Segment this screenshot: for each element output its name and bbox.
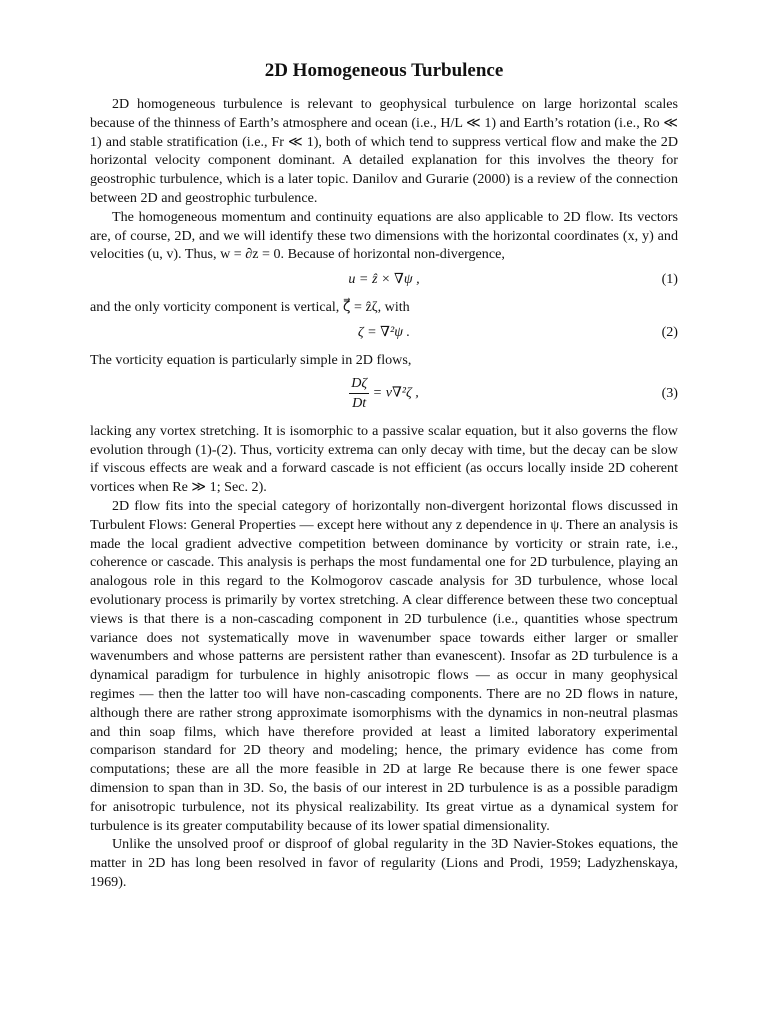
paragraph-vortex-stretching: lacking any vortex stretching. It is isomorphic to a passive scalar equation, but it also governs the flow evolution through (1)-(2). Thus, vorticity extrema can only decay with time, but the decay can be slow if viscous effects are weak and a forward cascade is not efficient (as occurs locally inside 2D coherent vortices when Re ≫ 1; Sec. 2). xyxy=(90,422,678,496)
page-title: 2D Homogeneous Turbulence xyxy=(264,60,504,81)
equation-2-body: ζ = ∇²ψ . xyxy=(357,323,411,340)
paragraph-regularity: Unlike the unsolved proof or disproof of global regularity in the 3D Navier-Stokes equations, the matter in 2D has long been resolved in favor of regularity (Lions and Prodi, 1959; Ladyzhenskaya, 1969). xyxy=(90,836,678,890)
paragraph-vorticity-component: and the only vorticity component is vertical, ζ⃗ = ẑζ, with xyxy=(90,299,410,316)
equation-3 xyxy=(90,372,678,418)
equation-1 xyxy=(90,270,678,292)
equation-2-number: (2) xyxy=(661,323,678,340)
equation-3-number: (3) xyxy=(661,384,678,401)
paragraph-2d-flow: 2D flow fits into the special category of horizontally non-divergent horizontal flows discussed in Turbulent Flows: General Properties — except here without any z dependence in ψ. There an analysis is made the local gradient advective competition between dominance by vorticity or strain rate, i.e., coherence or cascade. This analysis is perhaps the most fundamental one for 2D turbulence, playing an analogous role in this regard to the Kolmogorov cascade analysis for 3D turbulence, whose local evolutionary process is primarily by vortex stretching. A clear difference between these two conceptual views is that there is a non-cascading component in 2D turbulence (i.e., quantities whose spectrum variance does not systematically move in wavenumber space towards either larger or smaller wavenumbers and whose patterns are persistent rather than evanescent). Insofar as 2D turbulence is a dynamical paradigm for turbulence in highly anisotropic flows — as occur in many geophysical regimes — then the latter too will have non-cascading components. There are no 2D flows in nature, although there are rather strong approximate isomorphisms with the dynamics in non-neutral plasmas and thin soap films, which have therefore provided at least a limited laboratory experimental comparison standard for 2D theory and modeling; hence, the primary evidence has come from computations; these are all the more feasible in 2D at large Re because there is one fewer space dimension to span than in 3D. So, the basis of our interest in 2D turbulence is as a possible paradigm for anisotropic turbulence, not its physical realizability. Its great virtue as a dynamical system for turbulence is its greater computability because of its lower spatial dimensionality. xyxy=(90,497,678,834)
equation-3-numerator: Dζ xyxy=(349,374,369,394)
equation-1-body: u = ẑ × ∇ψ , xyxy=(348,271,420,288)
equation-2 xyxy=(90,323,678,345)
equation-3-denominator: Dt xyxy=(352,394,367,411)
paragraph-equations-intro: The homogeneous momentum and continuity equations are also applicable to 2D flow. Its vectors are, of course, 2D, and we will identify these two dimensions with the horizontal coordinates (x, y) and velocities (u, v). Thus, w = ∂z = 0. Because of horizontal non-divergence, xyxy=(90,208,678,263)
paragraph-intro: 2D homogeneous turbulence is relevant to geophysical turbulence on large horizontal scales because of the thinness of Earth’s atmosphere and ocean (i.e., H/L ≪ 1) and Earth’s rotation (i.e., Ro ≪ 1) and stable stratification (i.e., Fr ≪ 1), both of which tend to suppress vertical flow and make the 2D horizontal velocity component dominant. A detailed explanation for this involves the theory for geostrophic turbulence, which is a later topic. Danilov and Gurarie (2000) is a review of the connection between 2D and geostrophic turbulence. xyxy=(90,96,678,206)
equation-3-fraction xyxy=(349,374,369,413)
equation-1-number: (1) xyxy=(661,271,678,288)
paragraph-vorticity-equation: The vorticity equation is particularly simple in 2D flows, xyxy=(90,351,412,368)
document-body xyxy=(90,95,678,892)
equation-3-rhs: = ν∇²ζ , xyxy=(372,384,419,401)
